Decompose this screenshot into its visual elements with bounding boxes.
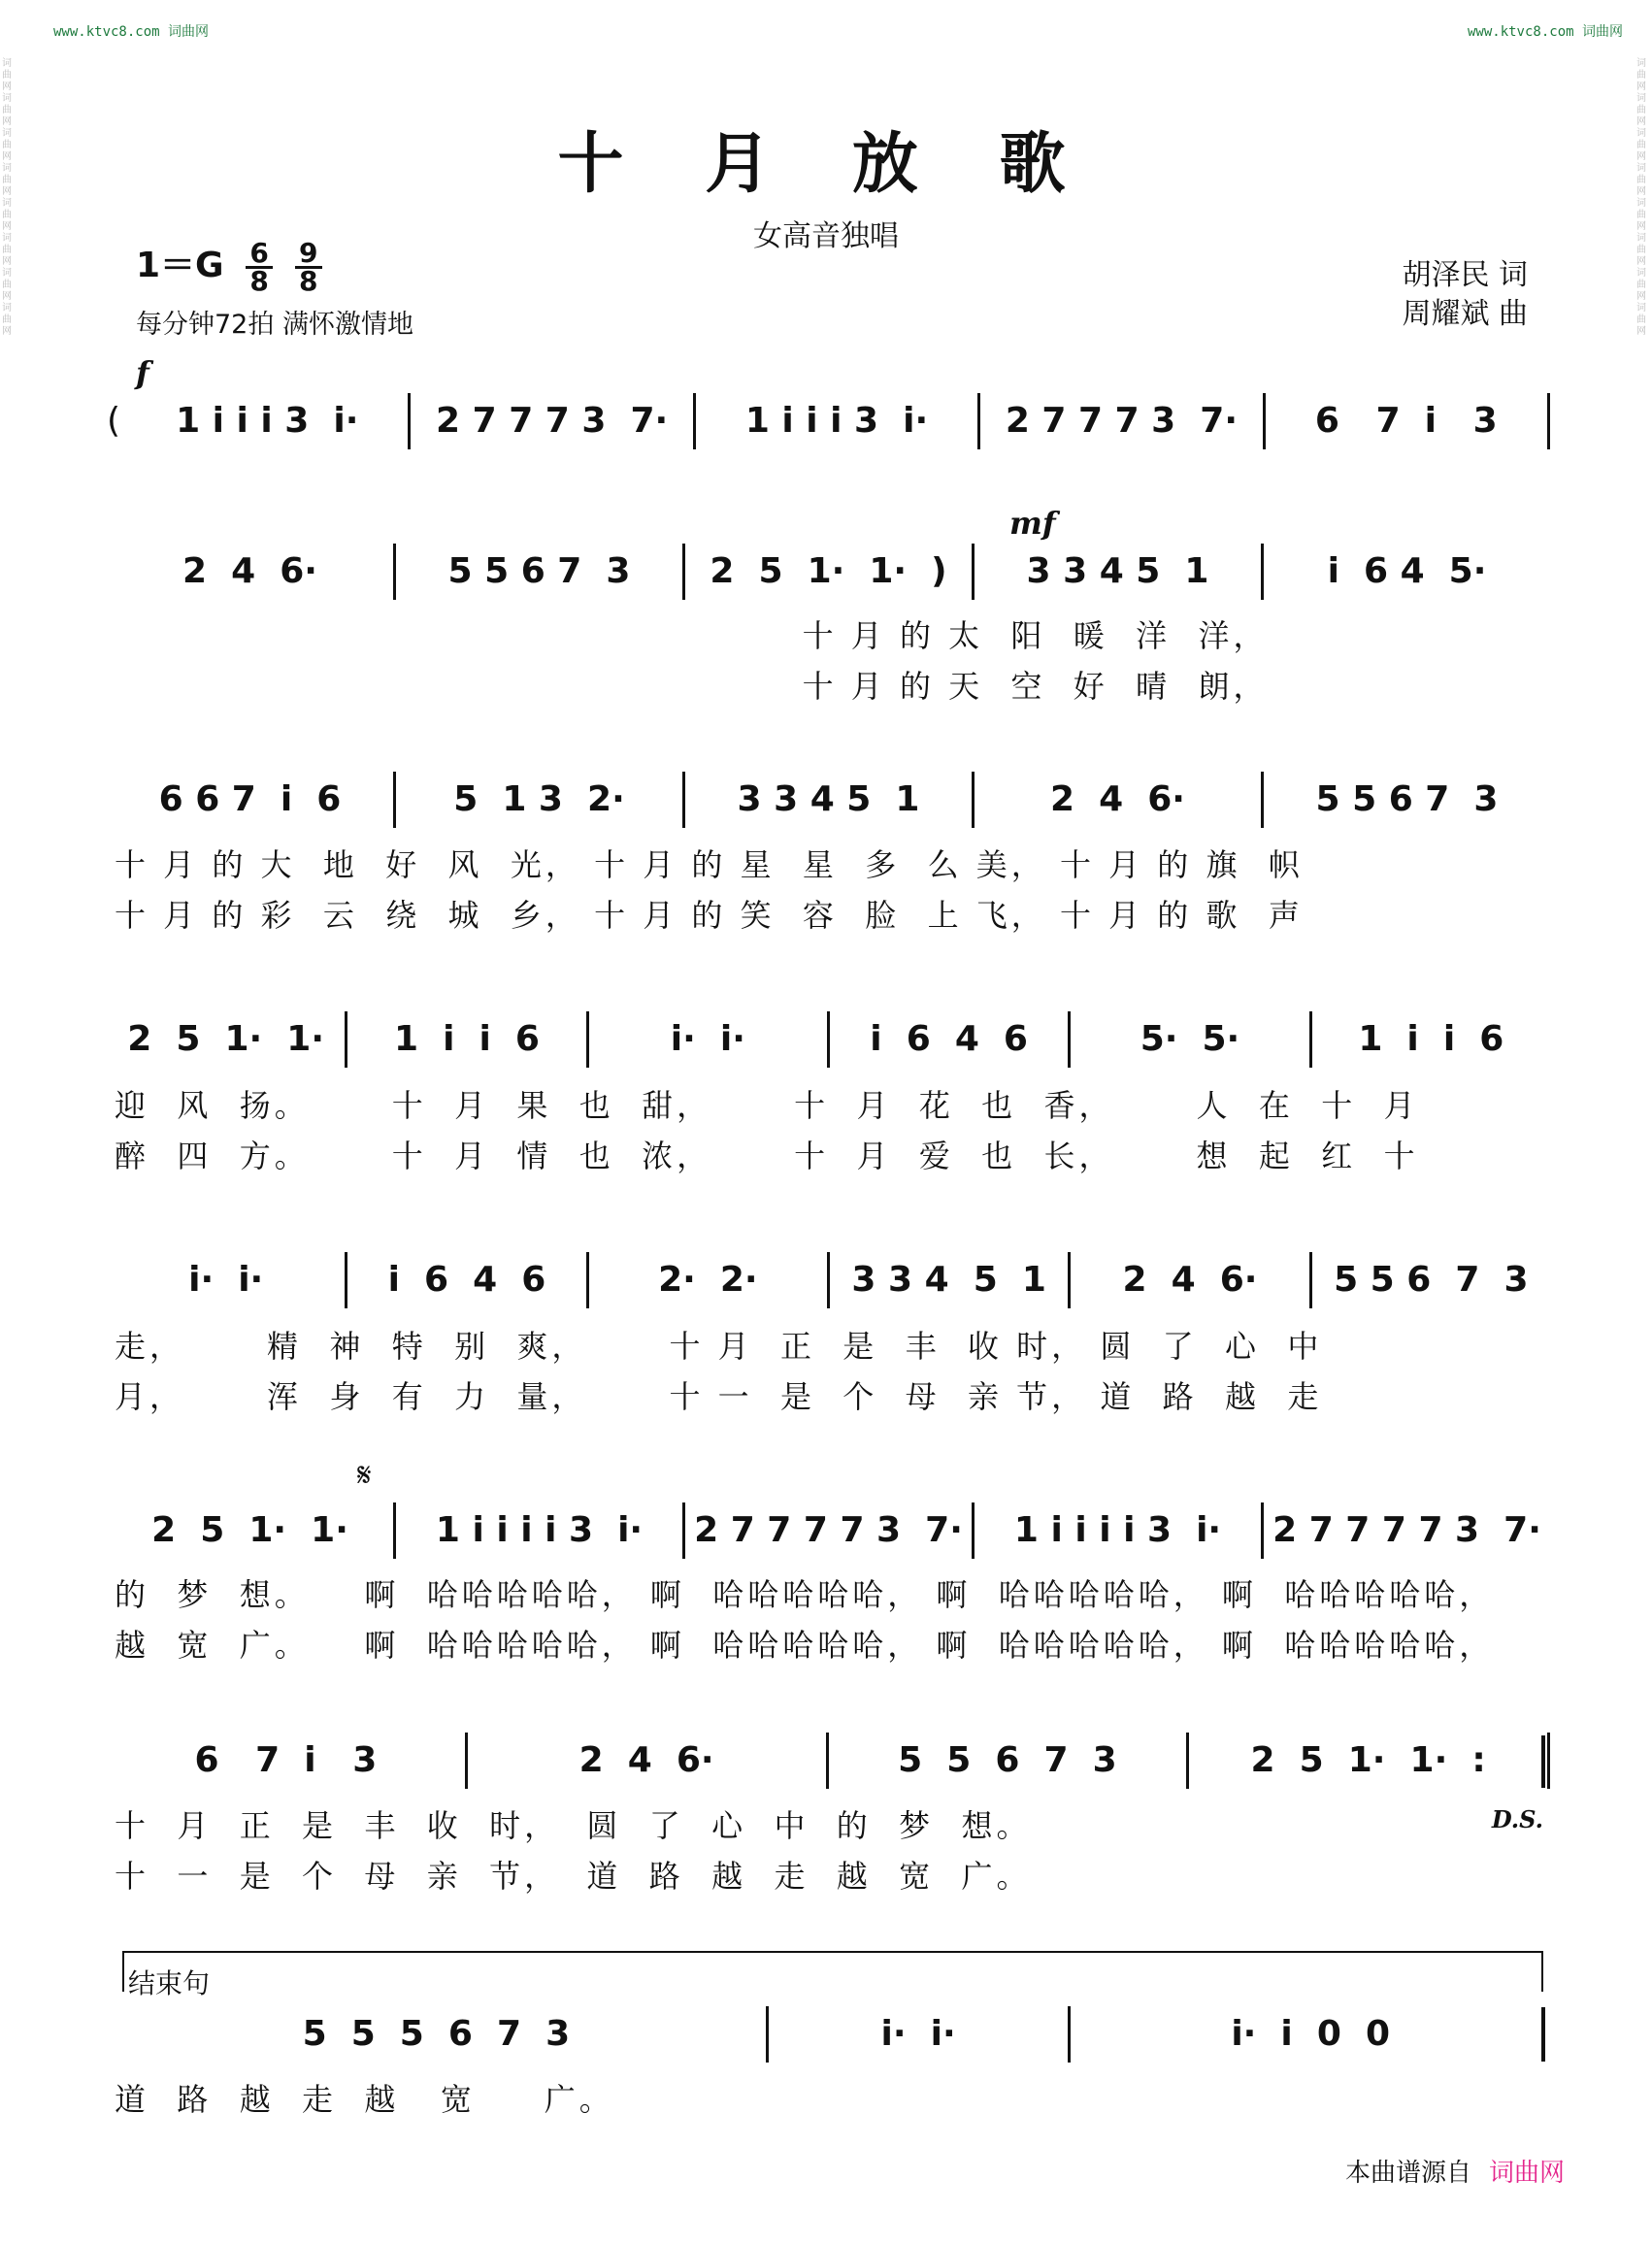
measure: i· i· xyxy=(769,2006,1072,2063)
measure: i 6 4 6 xyxy=(830,1011,1071,1068)
measure: 2 4 6· xyxy=(468,1733,829,1789)
notation-line-5 xyxy=(107,1252,1550,1308)
time-signature-2 xyxy=(295,236,322,297)
measure: i 6 4 6 xyxy=(347,1252,588,1308)
notation-line-1 xyxy=(107,393,1550,449)
site-name-right: 词曲网 xyxy=(1582,24,1623,40)
meter2-num: 9 xyxy=(298,236,318,269)
measure: 2 7 7 7 7 3 7· xyxy=(685,1502,975,1559)
source-text: 本曲谱源自 xyxy=(1344,2159,1471,2188)
meter2-den: 8 xyxy=(298,264,318,297)
meter1-den: 8 xyxy=(249,264,269,297)
site-name-left: 词曲网 xyxy=(168,24,210,40)
lyric-line-5-verse-1: 走， 精 神 特 别 爽， 十 月 正 是 丰 收 时， 圆 了 心 中 xyxy=(115,1328,1323,1365)
site-url-right[interactable]: www.ktvc8.com xyxy=(1467,24,1574,40)
measure: 2 5 1· 1· ) xyxy=(685,544,975,600)
lyric-line-4-verse-2: 醉 四 方。 十 月 情 也 浓， 十 月 爱 也 长， 想 起 红 十 xyxy=(115,1138,1419,1174)
key-label: 1＝G xyxy=(136,246,224,285)
measure: 3 3 4 5 1 xyxy=(975,544,1264,600)
header-left[interactable] xyxy=(53,21,209,41)
measure: 1 i i 6 xyxy=(1358,1019,1504,1059)
measure: 2 7 7 7 7 3 7· xyxy=(1272,1510,1541,1550)
dynamic-forte: f xyxy=(136,354,149,391)
measure: 3 3 4 5 1 xyxy=(685,772,975,828)
measure: 5· 5· xyxy=(1071,1011,1311,1068)
measure: 2 7 7 7 3 7· xyxy=(411,393,695,449)
measure: 6 7 i 3 xyxy=(1266,393,1550,449)
notation-line-6 xyxy=(107,1502,1550,1559)
measure: 5 5 6 7 3 xyxy=(1315,779,1499,819)
measure: 5 1 3 2· xyxy=(396,772,685,828)
lyric-line-4-verse-1: 迎 风 扬。 十 月 果 也 甜， 十 月 花 也 香， 人 在 十 月 xyxy=(115,1087,1419,1124)
source-link[interactable]: 词曲网 xyxy=(1488,2159,1565,2188)
site-url-left[interactable]: www.ktvc8.com xyxy=(53,24,160,40)
measure: 1 i i i i 3 i· xyxy=(396,1502,685,1559)
lyric-line-7-verse-1: 十 月 正 是 丰 收 时， 圆 了 心 中 的 梦 想。 xyxy=(115,1807,1032,1844)
notation-line-2 xyxy=(107,544,1550,600)
measure: 2 5 1· 1· : xyxy=(1189,1733,1550,1789)
measure: 5 5 5 6 7 3 xyxy=(107,2006,769,2063)
lyricist-credit: 胡泽民 词 xyxy=(1402,258,1528,292)
side-watermark-right: 词曲网词曲网词曲网词曲网词曲网词曲网词曲网词曲网 xyxy=(1636,58,1646,337)
measure: 5 5 6 7 3 xyxy=(1334,1260,1529,1300)
measure: 6 6 7 i 6 xyxy=(107,772,396,828)
notation-ending xyxy=(107,2006,1550,2063)
lyric-line-2-verse-2: 十 月 的 天 空 好 晴 朗， xyxy=(115,668,1269,705)
tempo-marking: 每分钟72拍 满怀激情地 xyxy=(136,310,413,340)
lyric-line-2-verse-1: 十 月 的 太 阳 暖 洋 洋， xyxy=(115,617,1269,654)
ending-label: 结束句 xyxy=(128,1967,211,1999)
measure: 2 4 6· xyxy=(1071,1252,1311,1308)
dal-segno-mark: D.S. xyxy=(1491,1805,1543,1833)
open-parenthesis: ( xyxy=(107,401,121,441)
measure: 2 5 1· 1· xyxy=(107,1011,347,1068)
measure: i· i· xyxy=(589,1011,830,1068)
measure: 2 7 7 7 3 7· xyxy=(980,393,1265,449)
ending-bracket xyxy=(122,1951,1543,1992)
key-signature xyxy=(136,236,322,297)
song-title: 十 月 放 歌 xyxy=(557,125,1095,203)
measure: 2· 2· xyxy=(589,1252,830,1308)
notation-line-4 xyxy=(107,1011,1550,1068)
lyric-line-6-verse-1: 的 梦 想。 啊 哈哈哈哈哈， 啊 哈哈哈哈哈， 啊 哈哈哈哈哈， 啊 哈哈哈哈哈， xyxy=(115,1576,1495,1613)
source-credit xyxy=(1345,2153,1565,2189)
measure: 3 3 4 5 1 xyxy=(830,1252,1071,1308)
lyric-ending: 道 路 越 走 越 宽 广。 xyxy=(115,2081,614,2118)
measure: 1 i i 6 xyxy=(347,1011,588,1068)
measure: 1 i i i 3 i· xyxy=(126,393,411,449)
measure: 5 5 6 7 3 xyxy=(396,544,685,600)
notation-line-3 xyxy=(107,772,1550,828)
measure: 2 5 1· 1· xyxy=(107,1502,396,1559)
lyric-line-5-verse-2: 月， 浑 身 有 力 量， 十 一 是 个 母 亲 节， 道 路 越 走 xyxy=(115,1378,1323,1415)
lyric-line-7-verse-2: 十 一 是 个 母 亲 节， 道 路 越 走 越 宽 广。 xyxy=(115,1858,1032,1895)
measure: 1 i i i i 3 i· xyxy=(975,1502,1264,1559)
dynamic-mezzo-forte: mf xyxy=(1009,505,1056,542)
header-right[interactable] xyxy=(1468,21,1623,41)
measure: 6 7 i 3 xyxy=(107,1733,468,1789)
measure: 2 4 6· xyxy=(107,544,396,600)
meter1-num: 6 xyxy=(249,236,269,269)
lyric-line-3-verse-2: 十 月 的 彩 云 绕 城 乡， 十 月 的 笑 容 脸 上 飞， 十 月 的 歌 声 xyxy=(115,897,1304,934)
song-subtitle: 女高音独唱 xyxy=(753,219,899,253)
measure: 1 i i i 3 i· xyxy=(696,393,980,449)
time-signature-1 xyxy=(246,236,273,297)
lyric-line-6-verse-2: 越 宽 广。 啊 哈哈哈哈哈， 啊 哈哈哈哈哈， 啊 哈哈哈哈哈， 啊 哈哈哈哈哈， xyxy=(115,1627,1495,1664)
measure: i 6 4 5· xyxy=(1327,551,1487,591)
side-watermark-left: 词曲网词曲网词曲网词曲网词曲网词曲网词曲网词曲网 xyxy=(2,58,12,337)
final-barline xyxy=(1541,2007,1545,2062)
segno-icon: 𝄋 xyxy=(357,1456,372,1495)
measure: 2 4 6· xyxy=(975,772,1264,828)
notation-line-7 xyxy=(107,1733,1550,1789)
measure: i· i· xyxy=(107,1252,347,1308)
measure: i· i 0 0 xyxy=(1231,2014,1390,2054)
repeat-end-barline xyxy=(1541,1735,1545,1788)
lyric-line-3-verse-1: 十 月 的 大 地 好 风 光， 十 月 的 星 星 多 么 美， 十 月 的 旗 帜 xyxy=(115,846,1304,883)
composer-credit: 周耀斌 曲 xyxy=(1402,297,1528,331)
measure: 5 5 6 7 3 xyxy=(829,1733,1190,1789)
